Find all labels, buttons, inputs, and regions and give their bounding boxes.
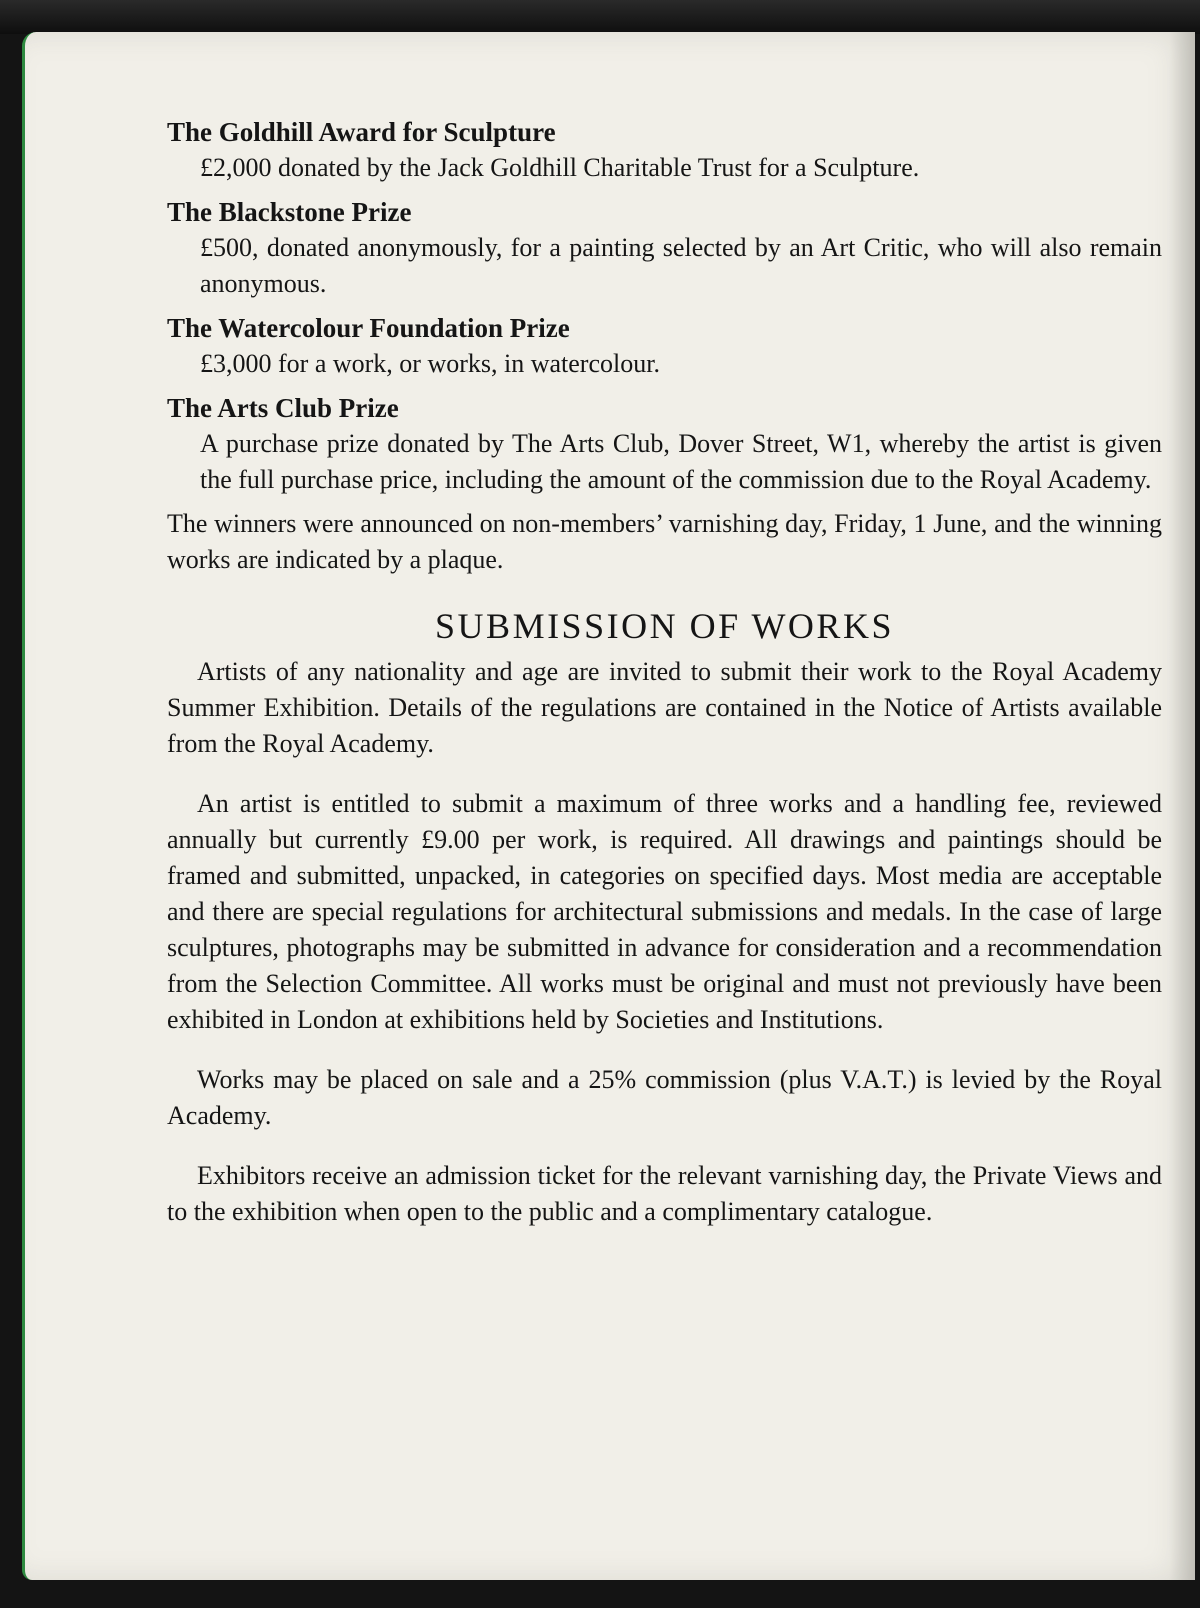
winners-note: The winners were announced on non-members’ varnishing day, Friday, 1 June, and the winning works are indicated by a plaque.	[167, 509, 1162, 574]
page-content	[167, 114, 1162, 1230]
prize-description: A purchase prize donated by The Arts Club, Dover Street, W1, whereby the artist is given the full purchase price, including the amount of the commission due to the Royal Academy.	[200, 429, 1162, 494]
prize-blackstone	[167, 194, 1162, 302]
submission-paragraph-exhibitors: Exhibitors receive an admission ticket for the relevant varnishing day, the Private Views and to the exhibition when open to the public and a complimentary catalogue.	[167, 1161, 1162, 1226]
prize-title: The Blackstone Prize	[167, 197, 412, 227]
submission-paragraph-regulations: An artist is entitled to submit a maximum of three works and a handling fee, reviewed annually but currently £9.00 per work, is required. All drawings and paintings should be framed and submitted, unpacked, in categories on specified days. Most media are acceptable and there are special regulations for architectural submissions and medals. In the case of large sculptures, photographs may be submitted in advance for consideration and a recommendation from the Selection Committee. All works must be original and must not previously have been exhibited in London at exhibitions held by Societies and Institutions.	[167, 789, 1162, 1034]
prize-arts-club	[167, 390, 1162, 498]
section-heading-submission: SUBMISSION OF WORKS	[435, 606, 894, 646]
submission-paragraph-sales: Works may be placed on sale and a 25% commission (plus V.A.T.) is levied by the Royal Academy.	[167, 1065, 1162, 1130]
prize-description: £3,000 for a work, or works, in watercolour.	[200, 349, 660, 378]
prize-description: £500, donated anonymously, for a painting selected by an Art Critic, who will also remain anonymous.	[200, 233, 1162, 298]
document-page	[22, 32, 1195, 1580]
prize-title: The Watercolour Foundation Prize	[167, 313, 570, 343]
scan-background	[0, 0, 1200, 34]
prize-goldhill	[167, 114, 1162, 186]
prize-watercolour	[167, 310, 1162, 382]
page-binding-shadow	[1169, 32, 1195, 1580]
submission-paragraph-eligibility: Artists of any nationality and age are invited to submit their work to the Royal Academy Summer Exhibition. Details of the regulations are contained in the Notice of Artists available from the Royal Academy.	[167, 657, 1162, 758]
prize-title: The Arts Club Prize	[167, 393, 399, 423]
prize-title: The Goldhill Award for Sculpture	[167, 117, 556, 147]
prize-description: £2,000 donated by the Jack Goldhill Charitable Trust for a Sculpture.	[200, 153, 920, 182]
